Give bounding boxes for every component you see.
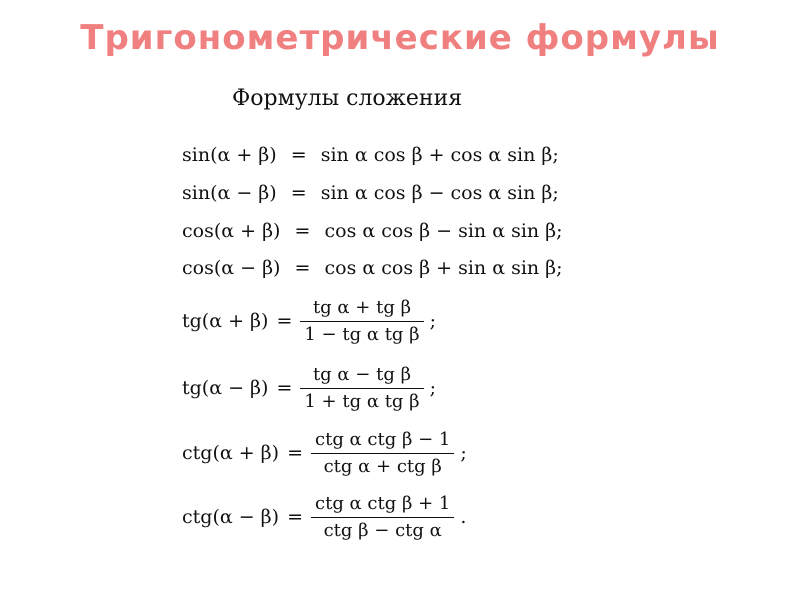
punctuation: . xyxy=(460,506,467,528)
equals-sign: = xyxy=(287,506,303,528)
formula-ctg-sum xyxy=(182,420,467,486)
denominator: ctg α + ctg β xyxy=(323,455,442,477)
equals-sign: = xyxy=(290,144,307,166)
formula-image xyxy=(170,80,630,550)
numerator: ctg α ctg β − 1 xyxy=(315,428,451,450)
numerator: ctg α ctg β + 1 xyxy=(315,492,451,514)
fraction xyxy=(311,491,454,544)
formula-rhs: cos α cos β + sin α sin β; xyxy=(324,257,563,279)
formula-lhs: sin(α + β) xyxy=(182,144,277,166)
denominator: ctg β − ctg α xyxy=(323,519,442,541)
formula-rhs: cos α cos β − sin α sin β; xyxy=(324,220,563,242)
formula-lhs: sin(α − β) xyxy=(182,182,277,204)
formula-lhs: tg(α + β) xyxy=(182,310,269,332)
section-heading: Формулы сложения xyxy=(232,86,463,111)
equals-sign: = xyxy=(290,182,307,204)
equals-sign: = xyxy=(294,220,311,242)
equals-sign: = xyxy=(276,377,293,399)
fraction xyxy=(300,295,423,348)
formula-tg-diff xyxy=(182,355,436,421)
punctuation: ; xyxy=(429,310,436,332)
slide-title: Тригонометрические формулы xyxy=(80,18,720,58)
formula-ctg-diff xyxy=(182,484,466,550)
equals-sign: = xyxy=(287,442,303,464)
punctuation: ; xyxy=(429,377,436,399)
fraction xyxy=(300,362,423,415)
denominator: 1 + tg α tg β xyxy=(304,390,420,412)
formula-lhs: ctg(α + β) xyxy=(182,442,280,464)
punctuation: ; xyxy=(460,442,467,464)
denominator: 1 − tg α tg β xyxy=(304,323,420,345)
equals-sign: = xyxy=(294,257,311,279)
formula-tg-sum xyxy=(182,288,436,354)
formula-lhs: cos(α + β) xyxy=(182,220,281,242)
formula-sin-sum xyxy=(182,140,559,170)
formula-cos-sum xyxy=(182,216,563,246)
formula-lhs: tg(α − β) xyxy=(182,377,269,399)
equals-sign: = xyxy=(276,310,293,332)
formula-sin-diff xyxy=(182,178,559,208)
formula-rhs: sin α cos β − cos α sin β; xyxy=(320,182,559,204)
formula-cos-diff xyxy=(182,253,563,283)
numerator: tg α − tg β xyxy=(312,363,411,385)
numerator: tg α + tg β xyxy=(312,296,411,318)
fraction xyxy=(311,427,454,480)
formula-rhs: sin α cos β + cos α sin β; xyxy=(320,144,559,166)
formula-lhs: ctg(α − β) xyxy=(182,506,280,528)
formula-lhs: cos(α − β) xyxy=(182,257,281,279)
